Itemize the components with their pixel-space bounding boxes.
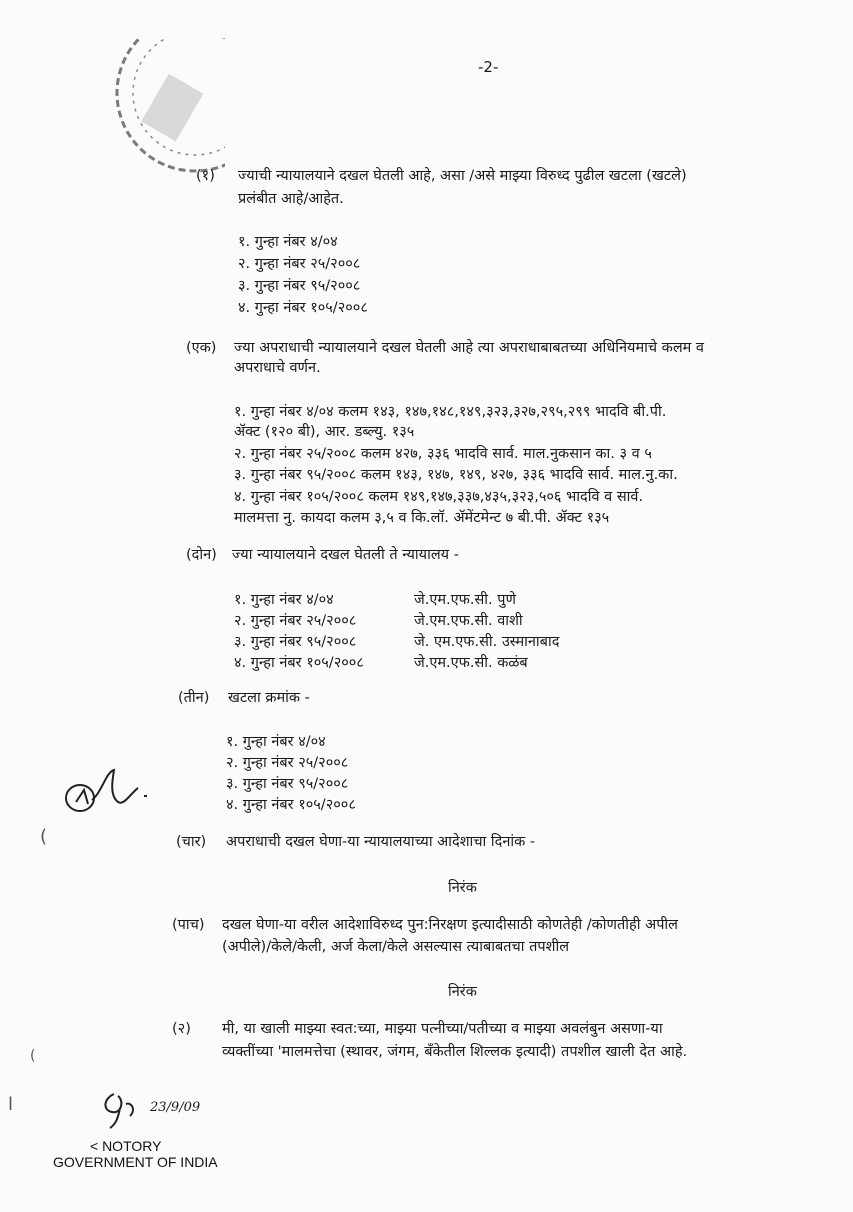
section-teen-heading: खटला क्रमांक -	[228, 690, 310, 706]
list-item: ३. गुन्हा नंबर ९५/२००८ कलम १४३, १४७, १४९, ४२७, ३३६ भादवि सार्व. माल.नु.का.	[234, 467, 678, 483]
section-1-line2: प्रलंबीत आहे/आहेत.	[238, 191, 344, 207]
court-name: जे.एम.एफ.सी. वाशी	[414, 613, 523, 629]
section-char-label: (चार)	[176, 834, 207, 850]
court-name: जे. एम.एफ.सी. उस्मानाबाद	[414, 634, 560, 650]
court-name: जे.एम.एफ.सी. पुणे	[414, 592, 516, 608]
section-1-line1: ज्याची न्यायालयाने दखल घेतली आहे, असा /असे माझ्या विरुध्द पुढील खटला (खटले)	[238, 168, 687, 184]
notary-date: 23/9/09	[150, 1100, 201, 1115]
section-don-heading: ज्या न्यायालयाने दखल घेतली ते न्यायालय -	[232, 547, 459, 563]
notary-title: < NOTORY	[90, 1138, 162, 1154]
section-don-label: (दोन)	[186, 547, 217, 563]
list-item: ३. गुन्हा नंबर ९५/२००८	[234, 634, 357, 650]
list-item: ४. गुन्हा नंबर १०५/२००८	[238, 300, 368, 316]
margin-mark: (	[40, 826, 48, 847]
list-item: १. गुन्हा नंबर ४/०४	[234, 592, 334, 608]
list-item: ४. गुन्हा नंबर १०५/२००८ कलम १४९,१४७,३३७,४३५,३२३,५०६ भादवि व सार्व.	[234, 489, 644, 505]
section-char-heading: अपराधाची दखल घेणा-या न्यायालयाच्या आदेशाचा दिनांक -	[226, 834, 536, 850]
list-item: २. गुन्हा नंबर २५/२००८	[226, 755, 349, 771]
nil-text: निरंक	[448, 984, 477, 1000]
section-ek-label: (एक)	[186, 340, 217, 356]
section-2-line1: मी, या खाली माझ्या स्वत:च्या, माझ्या पत्नीच्या/पतीच्या व माझ्या अवलंबुन असणा-या	[222, 1021, 663, 1037]
list-item: १. गुन्हा नंबर ४/०४	[238, 234, 338, 250]
list-item: ३. गुन्हा नंबर ९५/२००८	[226, 776, 349, 792]
initials-signature	[62, 762, 162, 822]
section-ek-line2: अपराधाचे वर्णन.	[234, 360, 321, 376]
section-2-label: (२)	[172, 1021, 191, 1037]
list-item: ४. गुन्हा नंबर १०५/२००८	[226, 797, 356, 813]
section-ek-line1: ज्या अपराधाची न्यायालयाने दखल घेतली आहे त्या अपराधाबाबतच्या अधिनियमाचे कलम व	[234, 340, 704, 356]
list-item: २. गुन्हा नंबर २५/२००८ कलम ४२७, ३३६ भादवि सार्व. माल.नुकसान का. ३ व ५	[234, 446, 652, 462]
list-item: मालमत्ता नु. कायदा कलम ३,५ व कि.लॉ. ॲमेंटमेन्ट ७ बी.पी. ॲक्ट १३५	[234, 510, 610, 526]
section-2-line2: व्यक्तींच्या 'मालमत्तेचा (स्थावर, जंगम, बँकेतील शिल्लक इत्यादी) तपशील खाली देत आहे.	[222, 1044, 688, 1060]
section-1-label: (१)	[196, 168, 215, 184]
list-item: १. गुन्हा नंबर ४/०४ कलम १४३, १४७,१४८,१४९,३२३,३२७,२९५,२९९ भादवि बी.पी.	[234, 404, 667, 420]
list-item: ३. गुन्हा नंबर ९५/२००८	[238, 278, 361, 294]
section-pach-label: (पाच)	[172, 917, 205, 933]
list-item: २. गुन्हा नंबर २५/२००८	[238, 256, 361, 272]
section-teen-label: (तीन)	[178, 690, 210, 706]
section-pach-line2: (अपीले)/केले/केली, अर्ज केला/केले असल्यास त्याबाबतचा तपशील	[222, 939, 570, 955]
page-number: -2-	[478, 58, 499, 76]
list-item: २. गुन्हा नंबर २५/२००८	[234, 613, 357, 629]
notary-signature	[96, 1088, 156, 1130]
nil-text: निरंक	[448, 880, 477, 896]
notary-government: GOVERNMENT OF INDIA	[53, 1154, 218, 1170]
list-item: ४. गुन्हा नंबर १०५/२००८	[234, 655, 364, 671]
margin-mark: (	[30, 1048, 36, 1064]
section-pach-line1: दखल घेणा-या वरील आदेशाविरुध्द पुन:निरक्षण इत्यादीसाठी कोणतेही /कोणतीही अपील	[222, 917, 679, 933]
margin-mark: l	[8, 1094, 14, 1115]
list-item: १. गुन्हा नंबर ४/०४	[226, 734, 326, 750]
list-item: ॲक्ट (१२० बी), आर. डब्ल्यु. १३५	[234, 424, 415, 440]
court-name: जे.एम.एफ.सी. कळंब	[414, 655, 528, 671]
